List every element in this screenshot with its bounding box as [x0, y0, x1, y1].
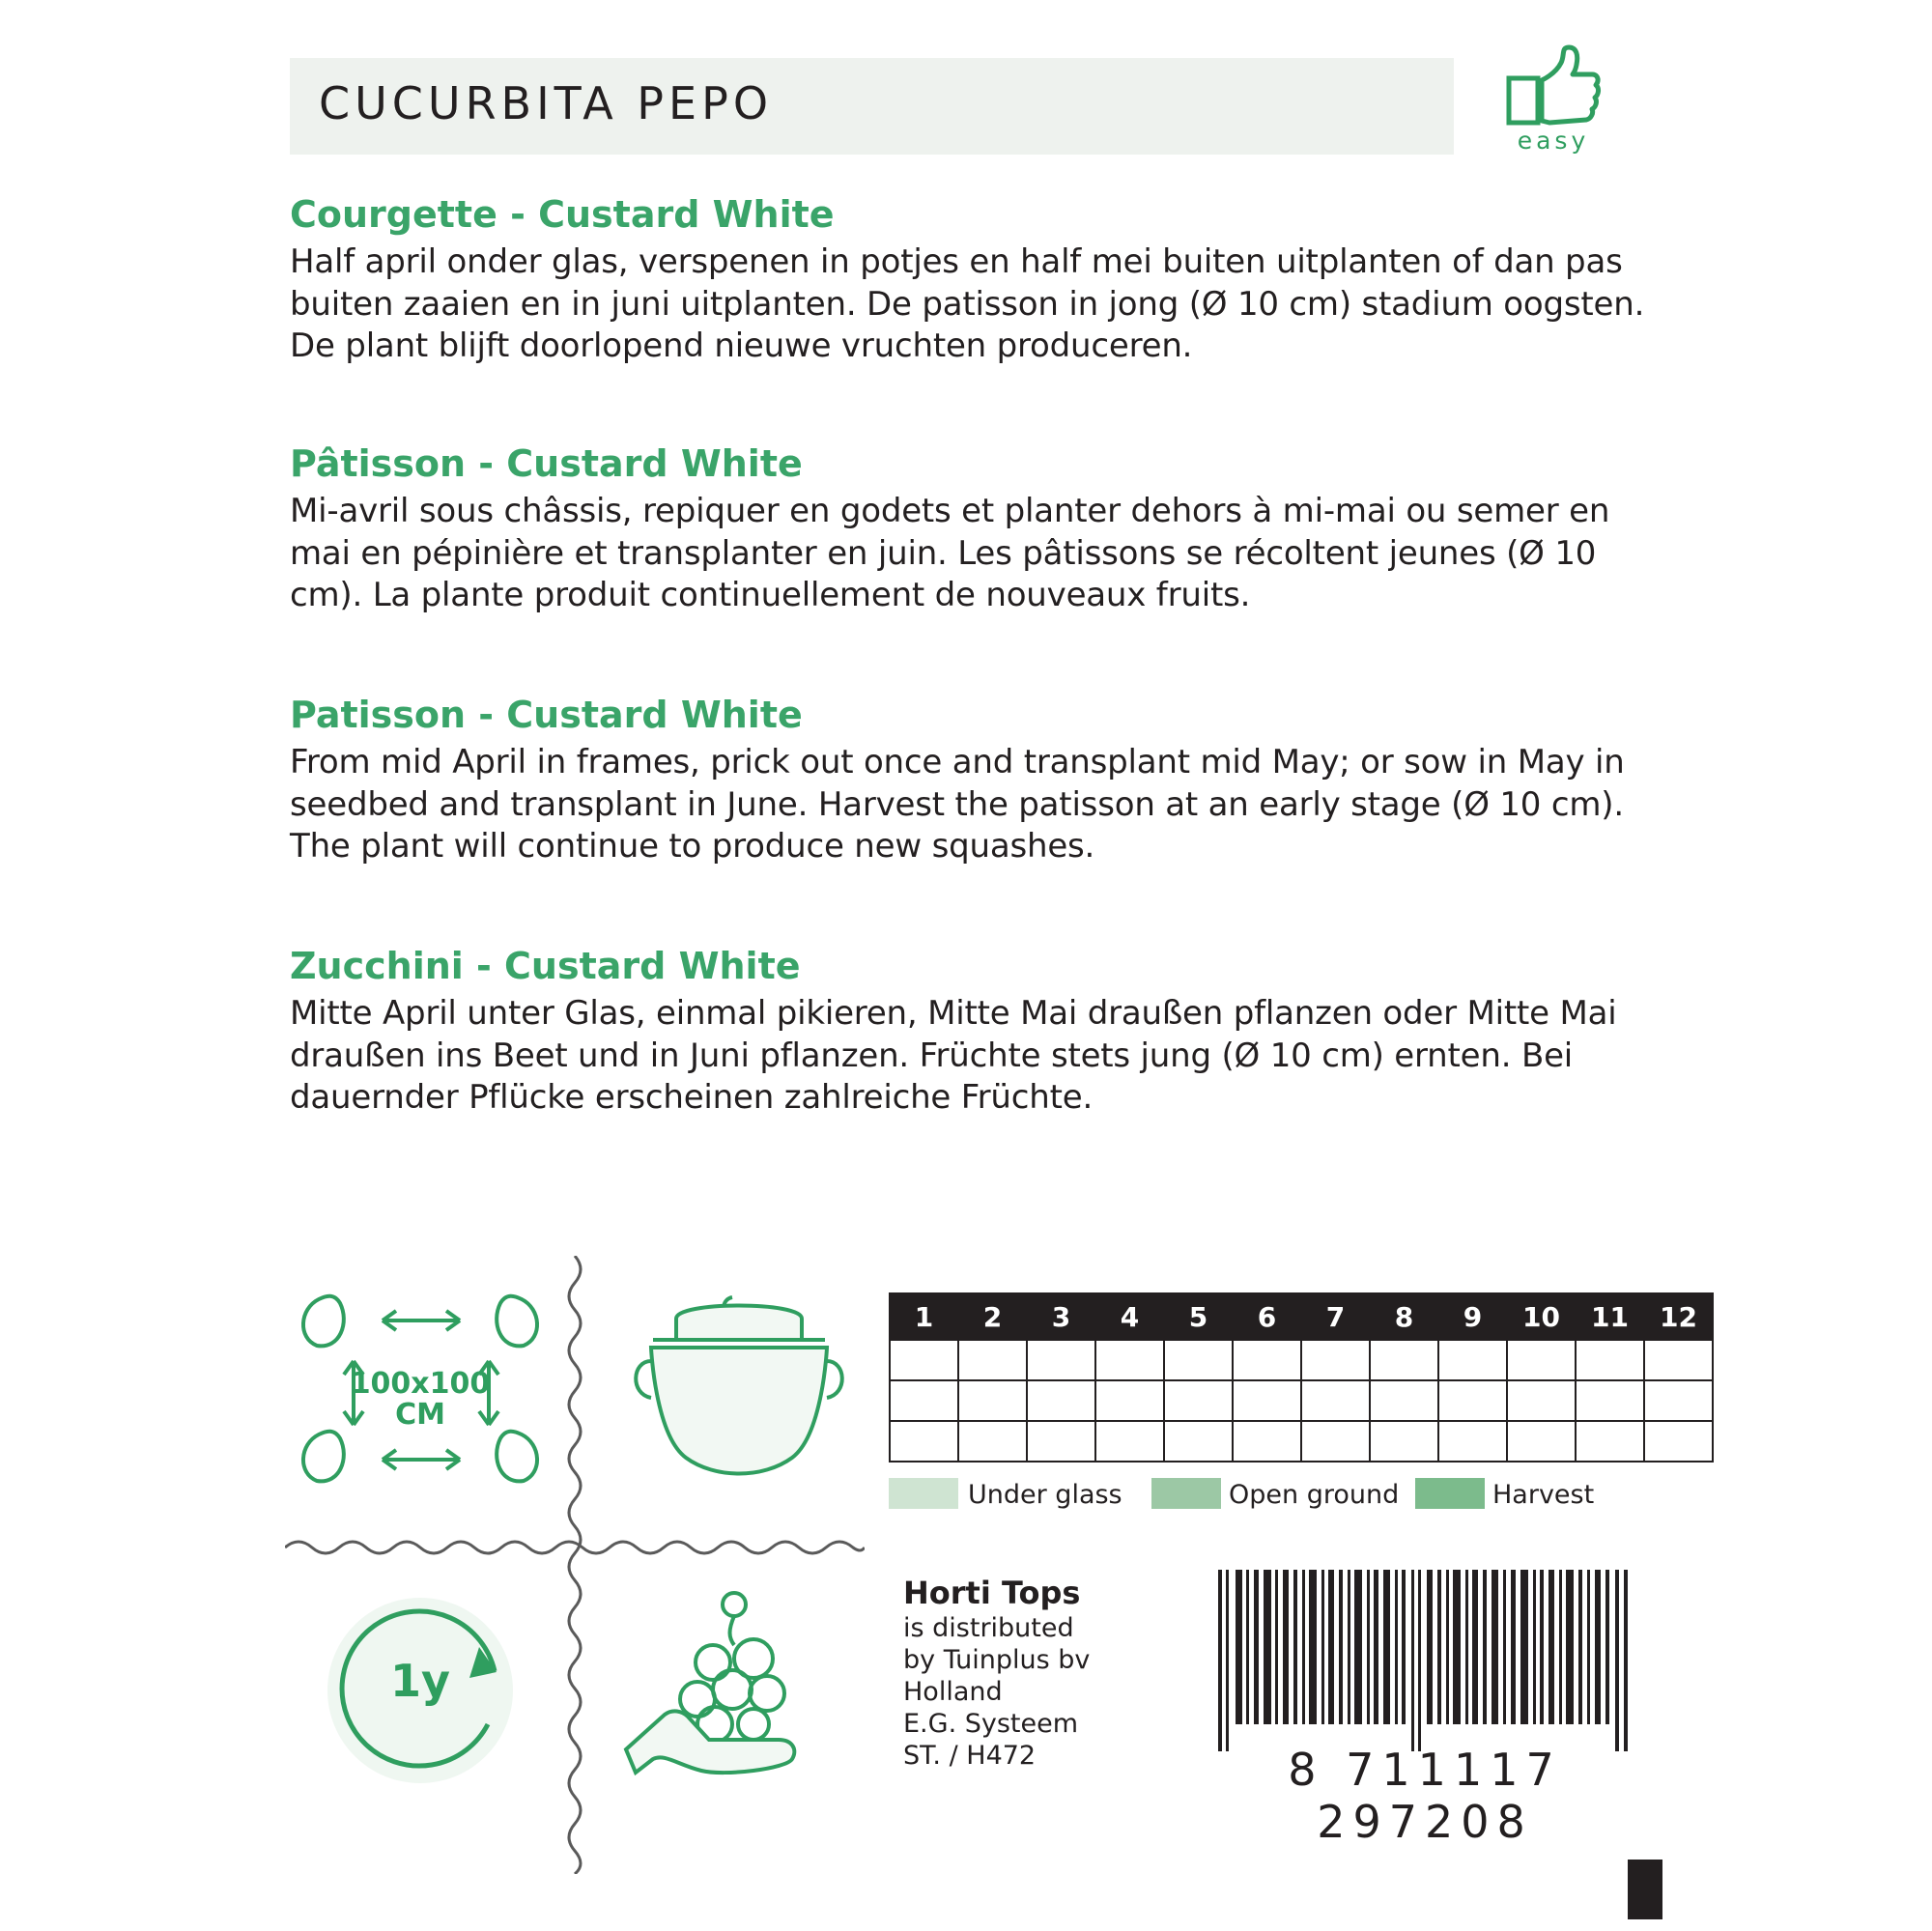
- calendar-cell: [1233, 1421, 1301, 1462]
- legend-label: Harvest: [1492, 1480, 1595, 1510]
- month-header: 9: [1438, 1293, 1507, 1340]
- company-line: is distributed: [903, 1613, 1074, 1643]
- block-body-fr: Mi-avril sous châssis, repiquer en godets et planter dehors à mi-mai ou semer en mai en pépinière et transplanter en juin. Les pâtissons se récoltent jeunes (Ø 10 cm). La plante produit continuellement de nouveaux fruits.: [290, 492, 1610, 615]
- month-header: 5: [1164, 1293, 1233, 1340]
- annual-cycle-label: 1y: [390, 1655, 450, 1707]
- legend-item-harvest: [1415, 1478, 1647, 1511]
- calendar-row-under-glass: [890, 1340, 1713, 1380]
- calendar-cell: [1576, 1380, 1644, 1421]
- calendar-cell: [1164, 1421, 1233, 1462]
- month-header: 1: [890, 1293, 958, 1340]
- calendar-cell: [1370, 1380, 1438, 1421]
- calendar-cell: [890, 1380, 958, 1421]
- calendar-cell: [1438, 1340, 1507, 1380]
- calendar-cell: [890, 1340, 958, 1380]
- calendar-cell: [1644, 1421, 1713, 1462]
- easy-label: easy: [1517, 127, 1590, 155]
- legend-item-under-glass: [889, 1478, 1140, 1511]
- block-heading-nl: Courgette - Custard White: [290, 193, 835, 236]
- description-block-nl: [290, 193, 1671, 368]
- icon-hand-harvest: [609, 1570, 869, 1840]
- calendar-cell-filled: [1301, 1421, 1370, 1462]
- icon-annual-cycle: [290, 1570, 551, 1840]
- company-info: [903, 1575, 1174, 1773]
- calendar-cell: [1301, 1340, 1370, 1380]
- block-heading-fr: Pâtisson - Custard White: [290, 442, 803, 485]
- calendar-cell: [958, 1340, 1027, 1380]
- calendar-cell: [958, 1421, 1027, 1462]
- calendar-cell: [1027, 1340, 1095, 1380]
- month-header: 11: [1576, 1293, 1644, 1340]
- print-corner-mark: [1628, 1860, 1662, 1919]
- sowing-calendar: [889, 1292, 1714, 1462]
- block-body-en: From mid April in frames, prick out once and transplant mid May; or sow in May in seedbed and transplant in June. Harvest the patisson at an early stage (Ø 10 cm). The plant will continue to produce new squashes.: [290, 743, 1625, 866]
- barcode-bars: [1212, 1570, 1637, 1751]
- plant-spacing-label: [290, 1369, 551, 1430]
- thumbs-up-icon: [1505, 43, 1602, 127]
- calendar-cell: [1438, 1380, 1507, 1421]
- spacing-line-1: 100x100: [350, 1367, 491, 1401]
- calendar-cell: [1507, 1421, 1576, 1462]
- calendar-cell-filled: [1438, 1421, 1507, 1462]
- block-body-nl: Half april onder glas, verspenen in potjes en half mei buiten uitplanten of dan pas buiten zaaien en in juni uitplanten. De patisson in jong (Ø 10 cm) stadium oogsten. De plant blijft doorlopend nieuwe vruchten produceren.: [290, 242, 1645, 366]
- company-line: Holland: [903, 1676, 1003, 1707]
- month-header: 10: [1507, 1293, 1576, 1340]
- calendar-cell: [1027, 1421, 1095, 1462]
- icon-cooking-pot: [609, 1280, 869, 1521]
- easy-badge: [1495, 43, 1611, 159]
- cooking-pot-icon: [609, 1280, 869, 1502]
- calendar-row-harvest: [890, 1421, 1713, 1462]
- calendar-legend: [889, 1478, 1662, 1517]
- company-name: Horti Tops: [903, 1575, 1081, 1611]
- legend-item-open-ground: [1151, 1478, 1412, 1511]
- calendar-cell: [958, 1380, 1027, 1421]
- header-banner: [290, 58, 1454, 155]
- calendar-cell: [1644, 1340, 1713, 1380]
- legend-swatch: [889, 1478, 958, 1509]
- description-block-en: [290, 694, 1671, 868]
- block-heading-de: Zucchini - Custard White: [290, 945, 801, 987]
- calendar-cell: [1027, 1380, 1095, 1421]
- calendar-cell-filled: [1370, 1421, 1438, 1462]
- month-header: 2: [958, 1293, 1027, 1340]
- month-header: 4: [1095, 1293, 1164, 1340]
- calendar-cell: [1507, 1380, 1576, 1421]
- description-block-de: [290, 945, 1671, 1120]
- divider-horizontal: [285, 1536, 865, 1559]
- description-block-fr: [290, 442, 1671, 617]
- block-heading-en: Patisson - Custard White: [290, 694, 803, 736]
- company-line: E.G. Systeem: [903, 1708, 1079, 1739]
- block-body-de: Mitte April unter Glas, einmal pikieren, Mitte Mai draußen pflanzen oder Mitte Mai draußen ins Beet und in Juni pflanzen. Früchte stets jung (Ø 10 cm) ernten. Bei dauernder Pflücke erscheinen zahlreiche Früchte.: [290, 994, 1617, 1118]
- month-header: 6: [1233, 1293, 1301, 1340]
- company-line: ST. / H472: [903, 1740, 1037, 1771]
- divider-vertical: [563, 1256, 586, 1874]
- calendar-cell-filled: [1233, 1380, 1301, 1421]
- calendar-cell: [1644, 1380, 1713, 1421]
- barcode-number: 8 711117 297208: [1288, 1744, 1562, 1848]
- calendar-cell: [1576, 1421, 1644, 1462]
- calendar-cell-filled: [1164, 1380, 1233, 1421]
- month-header: 7: [1301, 1293, 1370, 1340]
- icon-plant-spacing: [290, 1280, 551, 1521]
- company-line: by Tuinplus bv: [903, 1644, 1091, 1675]
- month-header: 3: [1027, 1293, 1095, 1340]
- calendar-cell: [1370, 1340, 1438, 1380]
- calendar-cell: [890, 1421, 958, 1462]
- calendar-cell-filled: [1095, 1340, 1164, 1380]
- spacing-line-2: CM: [395, 1397, 445, 1432]
- legend-label: Under glass: [968, 1480, 1122, 1510]
- calendar-cell: [1095, 1421, 1164, 1462]
- calendar-cell: [1576, 1340, 1644, 1380]
- calendar-cell: [1301, 1380, 1370, 1421]
- month-header: 12: [1644, 1293, 1713, 1340]
- page-title: CUCURBITA PEPO: [319, 77, 774, 129]
- calendar-header-row: [890, 1293, 1713, 1340]
- calendar-cell: [1164, 1340, 1233, 1380]
- legend-swatch: [1415, 1478, 1485, 1509]
- calendar-cell: [1507, 1340, 1576, 1380]
- hand-harvest-icon: [609, 1570, 869, 1811]
- legend-swatch: [1151, 1478, 1221, 1509]
- barcode: [1212, 1570, 1637, 1848]
- calendar-cell: [1095, 1380, 1164, 1421]
- month-header: 8: [1370, 1293, 1438, 1340]
- legend-label: Open ground: [1229, 1480, 1400, 1510]
- calendar-table: [889, 1292, 1714, 1462]
- calendar-cell: [1233, 1340, 1301, 1380]
- calendar-row-open-ground: [890, 1380, 1713, 1421]
